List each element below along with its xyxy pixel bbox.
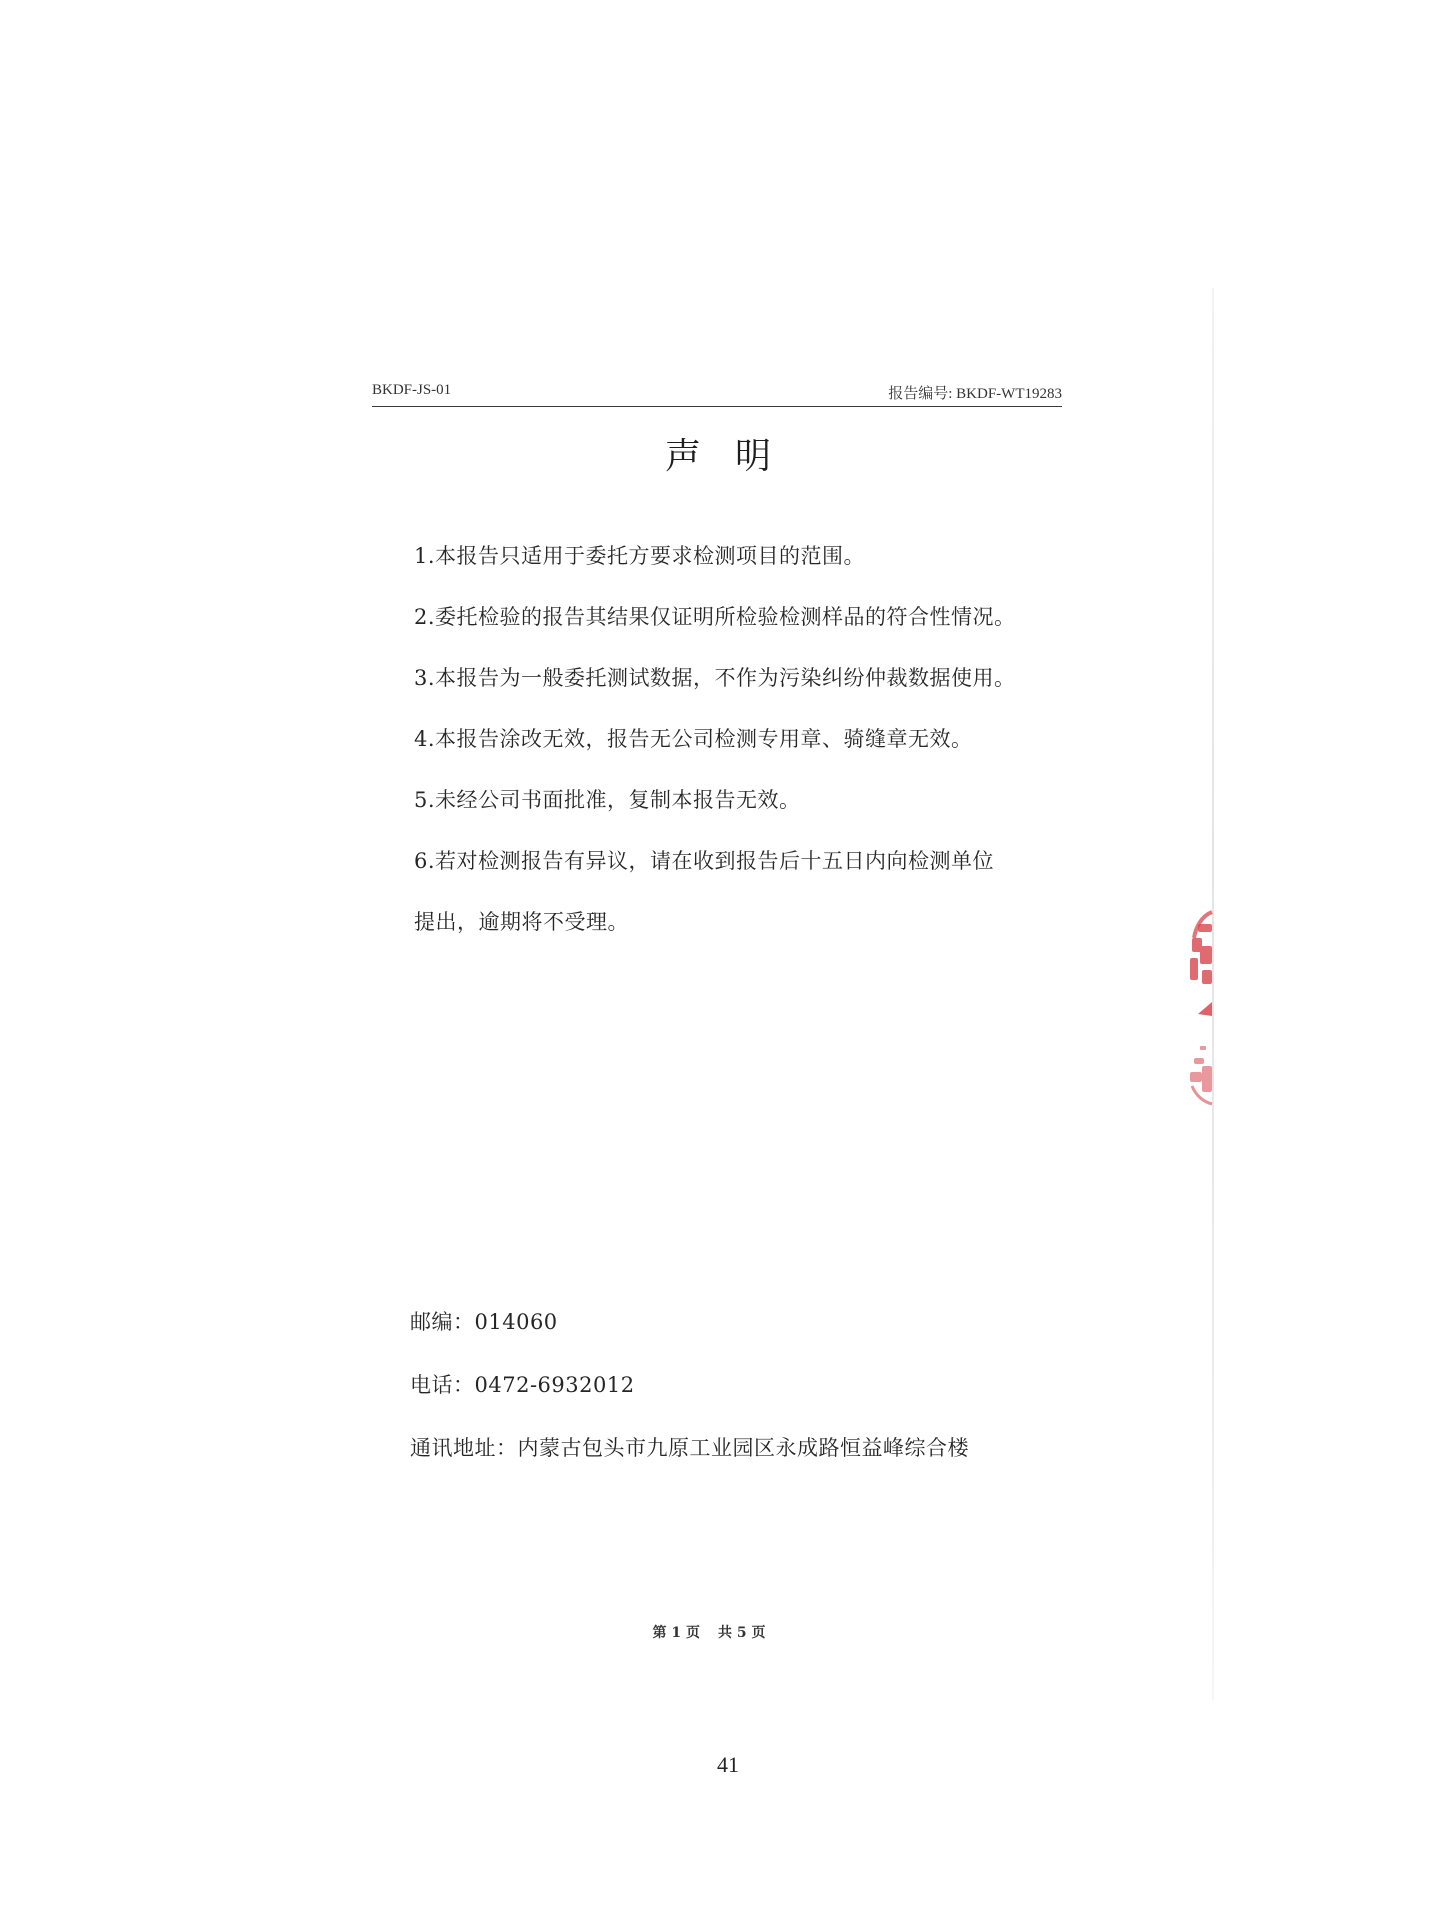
current-page: 第 1 页 bbox=[652, 1625, 700, 1641]
clause-3: 3.本报告为一般委托测试数据，不作为污染纠纷仲裁数据使用。 bbox=[414, 666, 1016, 690]
clause-6-continued: 提出，逾期将不受理。 bbox=[414, 910, 629, 934]
page-title: 声明 bbox=[664, 436, 805, 477]
seal-triangle bbox=[1198, 1002, 1212, 1016]
total-pages: 共 5 页 bbox=[718, 1625, 766, 1641]
report-number: 报告编号: BKDF-WT19283 bbox=[888, 386, 1062, 402]
address: 通讯地址：内蒙古包头市九原工业园区永成路恒益峰综合楼 bbox=[410, 1436, 969, 1460]
seal-fragment-icon bbox=[1176, 900, 1214, 1120]
clause-2: 2.委托检验的报告其结果仅证明所检验检测样品的符合性情况。 bbox=[414, 605, 1016, 629]
clause-1: 1.本报告只适用于委托方要求检测项目的范围。 bbox=[414, 544, 866, 568]
seal-glyphs-bottom bbox=[1190, 1046, 1212, 1092]
contact-info bbox=[410, 1306, 969, 1495]
clause-4: 4.本报告涂改无效，报告无公司检测专用章、骑缝章无效。 bbox=[414, 727, 973, 751]
page-indicator bbox=[0, 1622, 1418, 1642]
clause-6: 6.若对检测报告有异议，请在收到报告后十五日内向检测单位 bbox=[414, 849, 995, 873]
clause-5: 5.未经公司书面批准，复制本报告无效。 bbox=[414, 788, 801, 812]
postcode: 邮编：014060 bbox=[410, 1310, 558, 1334]
form-code: BKDF-JS-01 bbox=[372, 382, 452, 398]
folio-number: 41 bbox=[717, 1752, 739, 1777]
declaration-clauses bbox=[414, 540, 1094, 967]
document-header bbox=[372, 382, 1062, 407]
phone: 电话：0472-6932012 bbox=[410, 1373, 635, 1397]
